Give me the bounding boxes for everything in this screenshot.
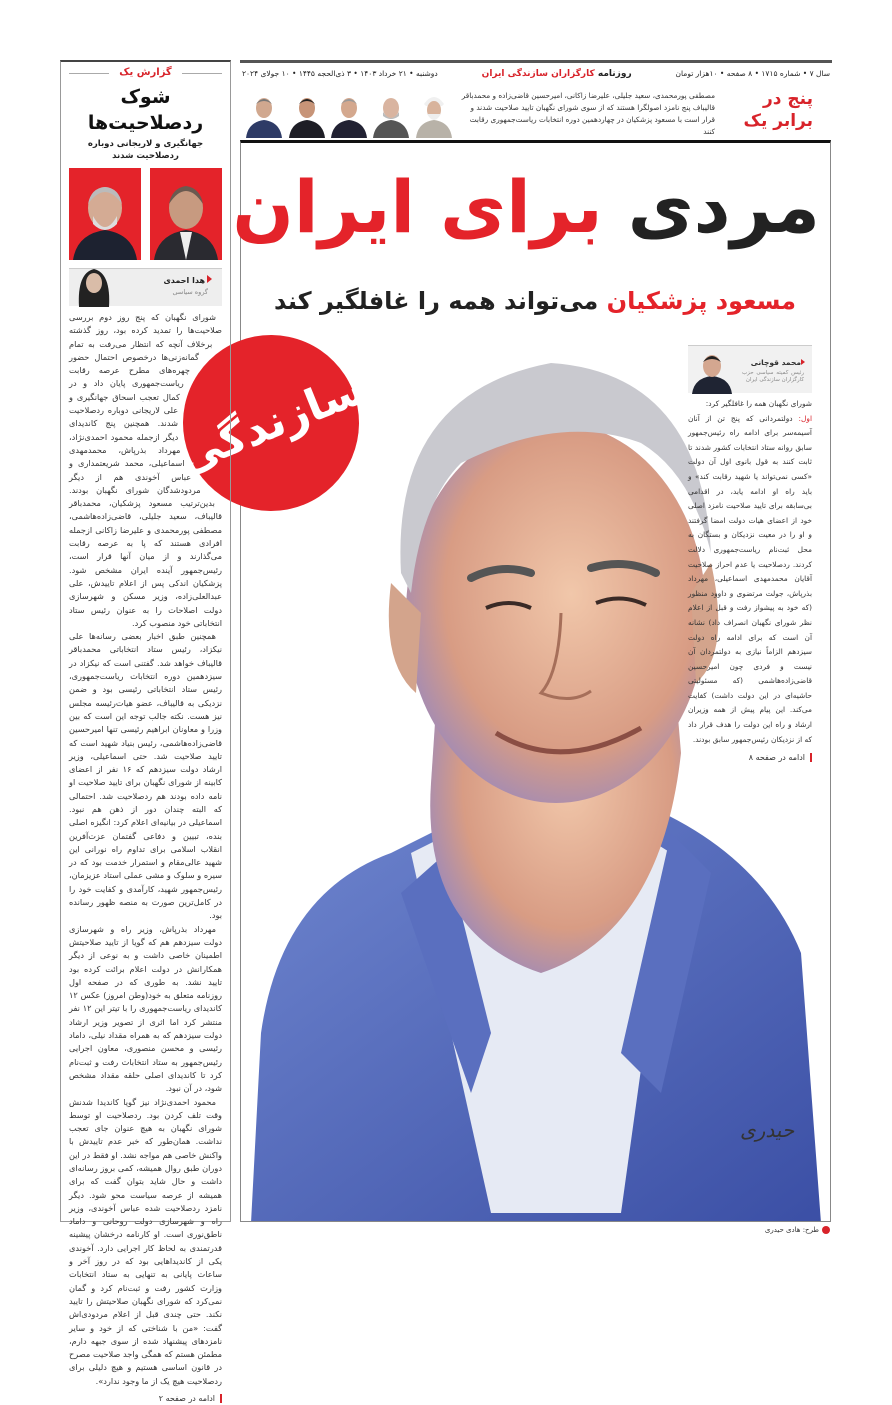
author-role: گروه سیاسی bbox=[172, 288, 208, 296]
author-box bbox=[688, 345, 812, 393]
editorial-column bbox=[688, 345, 812, 766]
subhead-black: می‌تواند همه را غافلگیر کند bbox=[274, 287, 599, 315]
author-name: هدا احمدی bbox=[163, 275, 216, 285]
masthead bbox=[240, 60, 832, 84]
paragraph: شورای نگهبان که پنج روز دوم بررسی صلاحیت‌ها را تمدید کرده بود، روز گذشته برخلاف آنچه که انتظار می‌رفت به تمام گمانه‌زنی‌ها درخصوص احتمال حضور چهره‌های مطرح عرصه رقابت ریاست‌جمهوری پایان داد و در کمال تعجب اسحاق جهانگیری و علی لاریجانی دوباره ردصلاحیت شدند. همچنین پنج کاندیدای دیگر ازجمله محمود احمدی‌نژاد، مهرداد بذرپاش، محمدمهدی اسماعیلی، محمد شریعتمداری و عباس آخوندی هم از دیگر مردودشدگان شورای نگهبان بودند. بدین‌ترتیب مسعود پزشکیان، محمدباقر قالیباف، سعید جلیلی، قاضی‌زاده‌هاشمی، مصطفی پورمحمدی و علیرضا زاکانی ازجمله افرادی هستند که پا به عرصه رقابت می‌گذارند و از میان آنها قرار است، رئیس‌جمهور آینده ایران مشخص شود. پزشکیان اندکی پس از اعلام تاییدش، علی عبدالعلی‌زاده، وزیر مسکن و شهرسازی دولت اصلاحات را به عنوان رئیس ستاد انتخاباتی خود منصوب کرد. bbox=[69, 312, 222, 628]
report-subtitle: جهانگیری و لاریجانی دوباره ردصلاحیت شدند bbox=[87, 139, 204, 161]
paper-prefix: روزنامه bbox=[597, 68, 632, 79]
candidate-photo bbox=[287, 90, 327, 138]
body-text: دولتمردانی که پنج تن از آنان آسیمه‌سر برای ادامه راه رئیس‌جمهور سابق روانه ستاد انتخابات کشور شدند تا ثابت کنند به قول بانوی اول آن دولت «کسی نمی‌تواند یا شهید رقابت کند» و باید راه او ادامه یابد، در اقدامی بی‌سابقه برای تایید صلاحیت نامزد اصلی خود از اعضای هیات دولت امضا گرفتند و او را در معیت نزدیکان و بستگان به محل ثبت‌نام ریاست‌جمهوری دلالت کردند. ردصلاحیت یا عدم احراز صلاحیت آقایان محمدمهدی اسماعیلی، مهرداد بذرپاش، جولت مرتضوی و داوود منظور (که خود به پیشواز رفت و قبل از اعلام نظر شورای نگهبان انصراف داد) نشانه آن است که برای ادامه راه دولت سیزدهم الزاماً نیازی به دولتمردان آن نیست و فردی چون امیرحسین قاضی‌زاده‌هاشمی (که مسئولیتی حاشیه‌ای در این دولت داشت) کفایت می‌کند. این پیام پیش از همه وزیران ارشاد و راه این دولت را هدف قرار داد که از نزدیکان رئیس‌جمهور سابق بودند. bbox=[688, 413, 812, 744]
paper-brand: کارگزاران سازندگی ایران bbox=[481, 68, 595, 79]
lead-word: اول: bbox=[798, 413, 812, 423]
continued-link[interactable]: ادامه در صفحه ۲ bbox=[69, 1392, 222, 1405]
candidate-photo bbox=[329, 90, 369, 138]
main-subhead bbox=[250, 286, 820, 316]
kicker: گزارش یک bbox=[69, 66, 222, 80]
subhead-red: مسعود پزشکیان bbox=[606, 287, 796, 315]
paragraph: محمود احمدی‌نژاد نیز گویا کاندیدا شدنش وقت تلف کردن بود. ردصلاحیت او توسط شورای نگهبان به هیچ عنوان جای تعجب نداشت. همان‌طور که خبر عدم تاییدش با واکنش خاصی هم مواجه نشد. او فقط در این دوران طبق روال همیشه، کمی بروز رسانه‌ای داشت و حال شاید بتوان گفت که برای همیشه از عرصه سیاست محو شود. دیگر نامزد ردصلاحیت شده عباس آخوندی، وزیر راه و شهرسازی دولت روحانی و داماد ناطق‌نوری است. او کارنامه درخشان پیشینه قدرتمندی به لحاظ کار اجرایی دارد. آخوندی یکی از کاندیداهایی بود که در روز آخر و ساعات پایانی به تنهایی به ستاد انتخابات وزارت کشور رفت و ثبت‌نام کرد و گمان نمی‌کرد که شورای نگهبان صلاحیتش را تایید نکند. حتی چندی قبل از اعلام مردودی‌اش گفت: «من با شناختی که از خود و سایر نامزدهای پیشنهاد شده از سوی جبهه دارم، مطمئن هستم که همگی واجد صلاحیت مصرح در قانون اساسی هستیم و هیچ دلیلی برای ردصلاحیت هیچ یک از ما وجود ندارد». bbox=[69, 1096, 222, 1386]
author-photo bbox=[690, 350, 734, 394]
author-photo bbox=[73, 263, 115, 307]
candidate-photo bbox=[244, 90, 284, 138]
candidate-photos bbox=[243, 88, 455, 138]
illustrator-signature: حیدری bbox=[740, 1118, 795, 1142]
paper-name bbox=[482, 69, 632, 79]
headline-red: برای ایران bbox=[232, 165, 603, 249]
illustration-credit: طرح: هادی حیدری bbox=[740, 1226, 830, 1234]
issue-info: سال ۷ • شماره ۱۷۱۵ • ۸ صفحه • ۱۰هزار تومان bbox=[675, 69, 830, 78]
promo-text: مصطفی پورمحمدی، سعید جلیلی، علیرضا زاکانی، امیرحسین قاضی‌زاده و محمدباقر قالیباف پنج نامزد اصولگرا هستند که از سوی شورای نگهبان تایید صلاحیت شدند و قرار است با مسعود پزشکیان در چهاردهمین دوره انتخابات ریاست‌جمهوری رقابت کنند bbox=[461, 91, 715, 136]
editorial-body bbox=[688, 412, 812, 748]
logo-text: سازندگی bbox=[170, 362, 372, 484]
report-body bbox=[69, 311, 222, 1405]
author-box bbox=[69, 268, 222, 306]
continued-link[interactable]: ادامه در صفحه ۸ bbox=[688, 751, 812, 766]
paragraph: همچنین طبق اخبار بعضی رسانه‌ها علی نیکزاد، رئیس ستاد انتخاباتی محمدباقر قالیباف خواهد شد. گفتنی است که نیکزاد در سیزدهمین دوره انتخابات ریاست‌جمهوری، رئیس ستاد انتخاباتی رئیسی بود و ضمن نزدیکی به قالیباف، عضو هیات‌رئیسه مجلس نیز هست. نکته جالب توجه این است که بین وزرا و معاونان ابراهیم رئیسی تنها امیرحسین قاضی‌زاده‌هاشمی، رئیس بنیاد شهید است که تایید صلاحیت شد. حتی اسماعیلی، وزیر ارشاد دولت سیزدهم که ۱۶ نفر از اعضای کابینه از شورای نگهبان برای تایید صلاحیت او نامه داده بودند هم ردصلاحیت شد. احتمالی که البته چندان دور از ذهن هم نبود. اسماعیلی در بیانیه‌ای اعلام کرد: انگیزه اصلی بنده، تبیین و دفاعی گفتمان عزت‌آفرین انقلاب اسلامی برای تداوم راه نورانی این شهید عالی‌مقام و استمرار خدمت بود که در سیره و سلوک و مشی عملی استاد عزیزمان، رئیس‌جمهور شهید، کارآمدی و کفایت خود را در کامل‌ترین صورت به منصه ظهور رسانده بود. bbox=[69, 631, 223, 921]
candidate-photo bbox=[414, 90, 454, 138]
main-headline[interactable] bbox=[232, 165, 820, 249]
promo-title[interactable]: پنج در برابر یک bbox=[743, 89, 813, 131]
editorial-intro: شورای نگهبان همه را غافلگیر کرد: bbox=[705, 399, 812, 408]
candidate-photo bbox=[371, 90, 411, 138]
headline-black: مردی bbox=[627, 165, 820, 249]
report-photos bbox=[69, 168, 222, 260]
author-name: محمد قوچانی bbox=[751, 358, 808, 368]
author-role: رئیس کمیته سیاسی حزب کارگزاران سازندگی ایران bbox=[742, 370, 804, 383]
issue-date: دوشنبه • ۲۱ خرداد ۱۴۰۳ • ۳ ذی‌الحجه ۱۴۴۵ • ۱۰ جولای ۲۰۲۴ bbox=[242, 69, 438, 78]
paragraph: مهرداد بذرپاش، وزیر راه و شهرسازی دولت سیزدهم هم که گویا از تایید صلاحیتش اطمینان خاصی داشت و به نوعی از دیگر همکارانش در دولت اعلام برائت کرده بود تایید نشد. به طوری که در صفحه اول روزنامه متعلق به خود(وطن امروز) عکس ۱۲ کاندیدای ریاست‌جمهوری را با تیتر این ۱۲ نفر منتشر کرد اما اثری از تصویر وزیر ارشاد دولت سیزدهم که به همراه مقداد نیلی، داماد رئیسی و محسن منصوری، معاون اجرایی رئیس‌جمهور به ستاد انتخابات رفت و ثبت‌نام کرد تا کاندیدای اصلی حلقه مقداد مشخص شود، در آن نبود. bbox=[69, 923, 222, 1094]
photo-jahangiri bbox=[150, 168, 222, 260]
report-headline[interactable]: شوک ردصلاحیت‌ها bbox=[87, 86, 204, 134]
photo-larijani bbox=[69, 168, 141, 260]
left-column-report bbox=[60, 60, 231, 1404]
